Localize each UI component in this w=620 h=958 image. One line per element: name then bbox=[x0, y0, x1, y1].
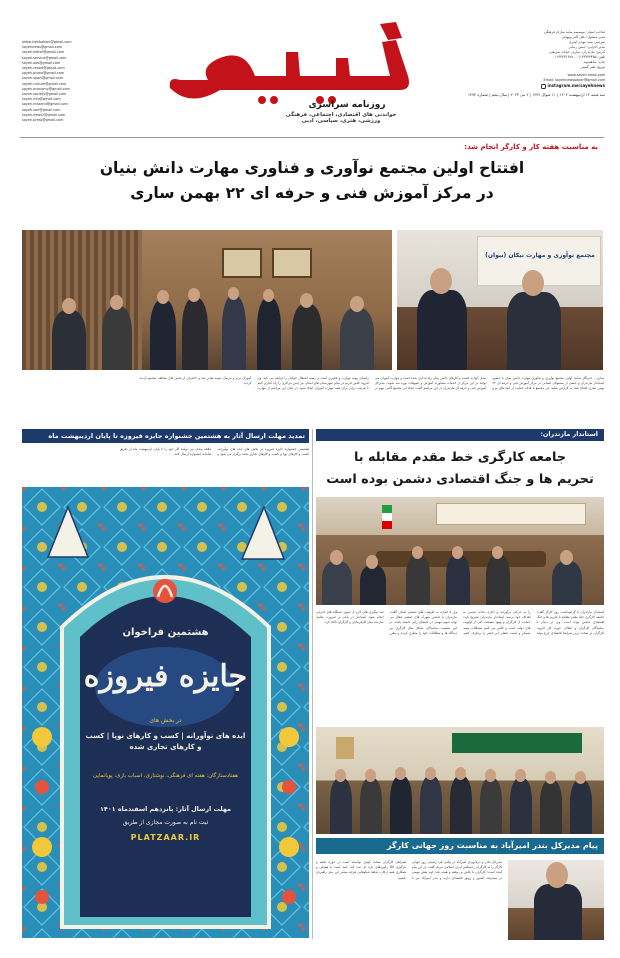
email-line[interactable]: sayeh.press@gmail.com bbox=[22, 118, 64, 123]
governor-photo-ceremony bbox=[316, 727, 604, 834]
column-divider bbox=[312, 429, 313, 939]
email-line[interactable]: sayeh.report@gmail.com bbox=[22, 66, 65, 71]
email-line[interactable]: sayehnews@gmail.com bbox=[22, 45, 62, 50]
email-line[interactable]: sayeh.economy@gmail.com bbox=[22, 86, 70, 91]
poster-call: هشتمین فراخوان bbox=[122, 627, 209, 638]
poster-organizers: هفتادستارگان: هفته ای فرهنگی، نوشتاری، اسباب بازی، پویانمایی bbox=[92, 773, 239, 779]
email-line[interactable]: sayeh.info@gmail.com bbox=[22, 97, 61, 102]
newspaper-logo bbox=[150, 18, 420, 113]
firooze-poster bbox=[22, 487, 309, 938]
email-line[interactable]: sayeh.mazand@gmail.com bbox=[22, 102, 68, 107]
colophon-line: مدیر مسئول: علی اکبر بهبهانی bbox=[561, 35, 605, 39]
colophon-line: تلفن: ۰۱۱۳۳۳۳۴۴۵۵ - ۰۱۱۳۳۳۳۶۶۷۷ bbox=[552, 55, 605, 59]
lead-photo-hall bbox=[22, 230, 392, 370]
instagram-text: instagram.me/sayehnews bbox=[547, 83, 605, 88]
email-text[interactable]: Email: sayehnewspaper@gmail.com bbox=[543, 78, 605, 82]
banner-text: مجتمع نوآوری و مهارت نیکان (نیوان) bbox=[485, 252, 595, 259]
governor-headline-1: جامعه کارگری خط مقدم مقابله با bbox=[353, 450, 567, 465]
competition-paragraph: هشتمین جشنواره جایزه فیروزه در بخش های ایده های نوآورانه، کسب و کارهای نوپا و کسب و کارهای تجاری شده برگزار می شود و علاقه مندان می توانند آثار خود را تا پایان اردیبهشت ماه از طریق سامانه جشنواره ارسال کنند. bbox=[119, 447, 309, 457]
lead-kicker: به مناسبت هفته کار و کارگر انجام شد: bbox=[464, 143, 598, 151]
poster-title: جایزه فیروزه bbox=[83, 659, 248, 694]
colophon-line: سردبیر: سید مهدی امیری bbox=[568, 40, 605, 44]
email-line[interactable]: akbar.behbahani@gmail.com bbox=[22, 40, 72, 44]
website-text[interactable]: www.sayeh-news.com bbox=[567, 73, 605, 77]
lead-paragraph: ساری - خبرنگار سایه: اولین مجتمع نوآوری و فناوری مهارت دانش بنیان با حضور استاندار مازندران و جمعی از مسئولان استانی در مرکز آموزش فنی و حرفه ای ۲۲ بهمن ساری افتتاح شد. به گزارش سایه، این مجتمع با هدف حمایت از ایده های نو و تبدیل آنها به کسب و کارهای دانش بنیان راه اندازی شده است و مهارت آموزان می توانند در این مرکز از خدمات مشاوره، آموزش و تسهیلات بهره مند شوند. مدیرکل آموزش فنی و حرفه ای مازندران در این مراسم گفت: ایجاد این مجتمع گامی مهم در راستای پیوند مهارت و فناوری است و زمینه اشتغال جوانان را فراهم می کند. وی افزود: تلاش داریم در سایر شهرستان های استان نیز چنین مراکزی را راه اندازی کنیم تا فرصت برابر برای همه مهارت آموزان ایجاد شود. در پایان این مراسم از مهارت آموزان برتر و مربیان نمونه تقدیر شد و حاضران از بخش های مختلف مجتمع بازدید کردند. bbox=[139, 376, 604, 391]
colophon-line: مدیر اجرایی: حسن زمانی bbox=[568, 45, 605, 49]
governor-paragraph: استاندار مازندران با گرامیداشت روز کارگر گفت: جامعه کارگری خط مقدم مقابله با تحریم ها و جنگ اقتصادی دشمن بوده است. وی در دیدار با نمایندگان کارگران و فعالان حوزه کار افزود: کارگران در سخت ترین شرایط اقتصادی چرخ تولید را به حرکت درآوردند و اجازه ندادند دشمن به اهداف خود برسد. استاندار مازندران تصریح کرد: حمایت از کارگران و بهبود معیشت آنان از اولویت های دولت است و تلاش می کنیم مشکلات بیمه، مسکن و امنیت شغلی این قشر را برطرف کنیم. وی با اشاره به ظرفیت های صنعتی استان گفت: مازندران با داشتن شهرک های صنعتی فعال می تواند سهم مهمی در اشتغال زایی داشته باشد. در این نشست نمایندگان تشکل های کارگری نیز دیدگاه ها و مطالبات خود را مطرح کردند و مقرر شد پیگیری های لازم از سوی دستگاه های اجرایی انجام شود. استاندار در پایان بر ضرورت تعامل سازنده میان کارفرمایان و کارگران تاکید کرد. bbox=[316, 610, 604, 635]
governor-headline-2: تحریم ها و جنگ اقتصادی دشمن بوده است bbox=[326, 472, 594, 487]
poster-categories: ایده های نوآورانه | کسب و کارهای نوپا | کسب و کارهای تجاری شده bbox=[85, 732, 246, 751]
competition-body bbox=[22, 447, 309, 483]
port-body bbox=[316, 860, 502, 940]
email-line[interactable]: sayeh.ads@gmail.com bbox=[22, 60, 61, 65]
port-headline: پیام مدیرکل بندر امیرآباد به مناسبت روز جهانی کارگر bbox=[387, 841, 598, 850]
poster-register: ثبت نام به صورت مجازی از طریق bbox=[122, 819, 209, 826]
colophon bbox=[420, 30, 605, 97]
colophon-line: چاپ: شاهسوند bbox=[583, 60, 605, 64]
poster-url[interactable]: PLATZAAR.IR bbox=[130, 833, 201, 842]
lead-body bbox=[22, 376, 604, 424]
email-line[interactable]: sayeh.sari@gmail.com bbox=[22, 107, 61, 112]
email-line[interactable]: sayeh.service@gmail.com bbox=[22, 55, 67, 60]
lead-headline-1: افتتاح اولین مجتمع نوآوری و فناوری مهارت دانش بنیان bbox=[99, 159, 525, 177]
masthead bbox=[0, 0, 620, 135]
email-line[interactable]: sayeh.society@gmail.com bbox=[22, 92, 67, 97]
instagram-icon bbox=[541, 84, 546, 89]
port-headline-bar bbox=[316, 838, 604, 854]
lead-photo-officials bbox=[397, 230, 603, 370]
email-line[interactable]: sayeh.editor@gmail.com bbox=[22, 50, 65, 55]
email-list bbox=[22, 40, 142, 123]
email-line[interactable]: sayeh.news2@gmail.com bbox=[22, 112, 66, 117]
instagram-row[interactable] bbox=[420, 83, 605, 89]
colophon-line: صاحب امتیاز: موسسه سایه سازان فرهنگی bbox=[543, 30, 605, 34]
competition-headline-bar bbox=[22, 429, 309, 443]
email-line[interactable]: sayeh.culture@gmail.com bbox=[22, 81, 67, 86]
competition-headline: تمدید مهلت ارسال آثار به هشتمین جشنواره جایزه فیروزه تا پایان اردیبهشت ماه bbox=[48, 431, 305, 440]
governor-section-bar bbox=[316, 429, 604, 441]
tagline-1: خواندنی های اقتصادی، اجتماعی، فرهنگی bbox=[285, 112, 397, 118]
poster-art bbox=[22, 487, 309, 938]
email-line[interactable]: sayeh.photo@gmail.com bbox=[22, 71, 65, 76]
tagline-2: ورزشی، هنری، سیاسی، ادبی bbox=[301, 118, 381, 124]
governor-photo-meeting bbox=[316, 497, 604, 605]
colophon-line: توزیع: نشر گستر bbox=[581, 65, 605, 69]
lead-headline-2: در مرکز آموزش فنی و حرفه ای ۲۲ بهمن ساری bbox=[130, 184, 494, 202]
email-line[interactable]: sayeh.sport@gmail.com bbox=[22, 76, 64, 81]
poster-subtitle: در بخش های bbox=[149, 717, 182, 724]
poster-deadline: مهلت ارسال آثار: پانزدهم اسفندماه ۱۴۰۱ bbox=[99, 805, 231, 813]
port-paragraph: مدیرکل بنادر و دریانوردی امیرآباد در پیامی فرا رسیدن روز جهانی کارگر را به کارگران زحمتکش ایران اسلامی تبریک گفت. در این پیام آمده است: کارگران با تلاش بی وقفه و همت بلند خود نقش مهمی در پیشرفت کشور و رونق اقتصادی دارند و بندر امیرآباد نیز با همراهی کارگران سخت کوش توانسته است در حوزه تخلیه و بارگیری کالا رکوردهای تازه ای ثبت کند. امید است با همدلی و همکاری همه ارکان، شاهد شکوفایی هرچه بیشتر این بندر راهبردی باشیم. bbox=[316, 860, 502, 880]
governor-body bbox=[316, 610, 604, 720]
masthead-subtitle bbox=[282, 100, 412, 110]
dateline: سه شنبه ۱۲ اردیبهشت ۱۴۰۲ | ۱۱ شوال ۱۴۴۴ | ۲ می ۲۰۲۳ | سال پنجم | شماره ۱۲۷۴ bbox=[468, 91, 605, 97]
governor-section-label: استاندار مازندران: bbox=[540, 430, 598, 438]
port-director-photo bbox=[508, 860, 604, 940]
tagline-block bbox=[266, 112, 416, 124]
subtitle-text: روزنامه سراسری bbox=[308, 100, 386, 110]
logo-graphic bbox=[150, 18, 420, 113]
masthead-divider bbox=[20, 137, 604, 138]
colophon-line: آدرس: مازندران، ساری، خیابان شریعتی bbox=[548, 50, 605, 54]
